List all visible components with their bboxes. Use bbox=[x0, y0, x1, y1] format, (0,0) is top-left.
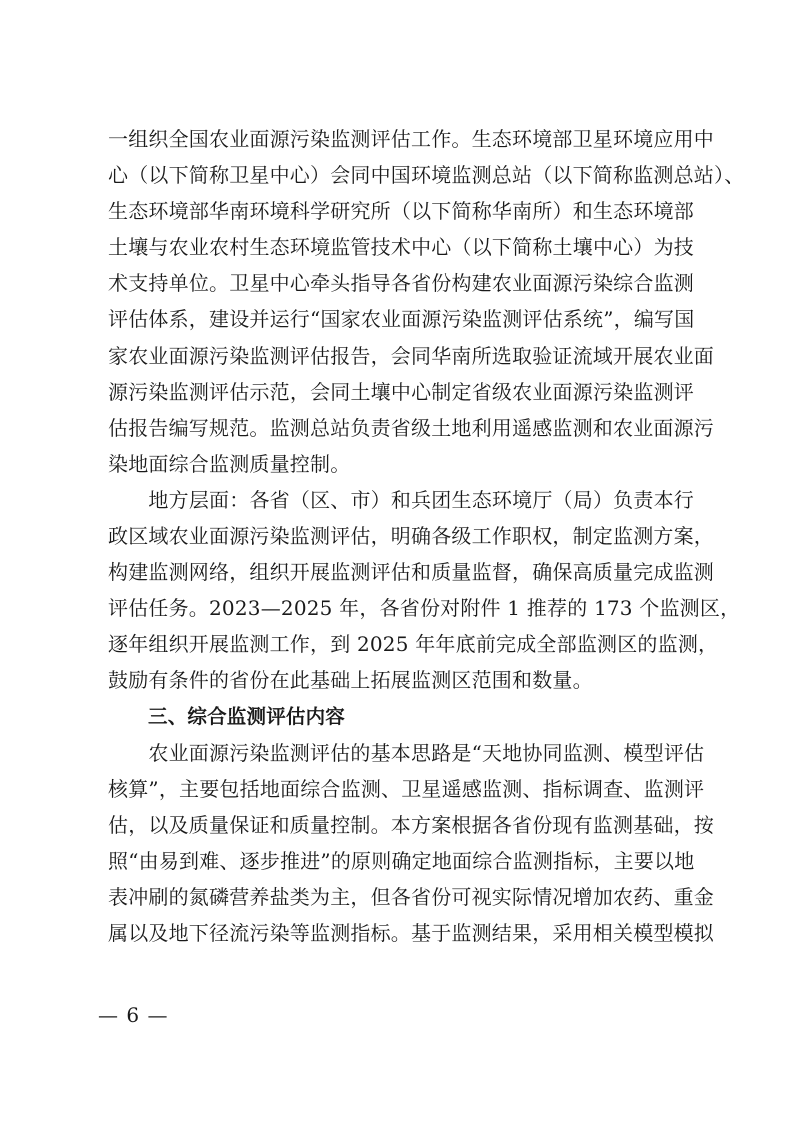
body-line: 地方层面：各省（区、市）和兵团生态环境厅（局）负责本行 bbox=[108, 487, 694, 512]
body-line: 一组织全国农业面源污染监测评估工作。生态环境部卫星环境应用中 bbox=[108, 127, 714, 151]
body-line: 术支持单位。卫星中心牵头指导各省份构建农业面源污染综合监测 bbox=[108, 271, 694, 296]
body-line: 评估任务。2023—2025 年，各省份对附件 1 推荐的 173 个监测区， bbox=[108, 596, 741, 621]
body-line: 政区域农业面源污染监测评估，明确各级工作职权，制定监测方案， bbox=[108, 524, 714, 549]
section-heading: 三、综合监测评估内容 bbox=[148, 704, 346, 728]
body-line: 心（以下简称卫星中心）会同中国环境监测总站（以下简称监测总站）、 bbox=[108, 163, 745, 188]
body-line: 染地面综合监测质量控制。 bbox=[108, 451, 351, 476]
body-line: 照“由易到难、逐步推进”的原则确定地面综合监测指标，主要以地 bbox=[108, 848, 695, 873]
page-number: — 6 — bbox=[98, 1003, 169, 1027]
body-line: 评估体系，建设并运行“国家农业面源污染监测评估系统”，编写国 bbox=[108, 307, 695, 332]
body-line: 核算”，主要包括地面综合监测、卫星遥感监测、指标调查、监测评 bbox=[108, 776, 705, 801]
body-line: 农业面源污染监测评估的基本思路是“天地协同监测、模型评估 bbox=[108, 740, 705, 765]
body-line: 鼓励有条件的省份在此基础上拓展监测区范围和数量。 bbox=[108, 668, 593, 693]
body-line: 构建监测网络，组织开展监测评估和质量监督，确保高质量完成监测 bbox=[108, 560, 714, 585]
body-line: 估报告编写规范。监测总站负责省级土地利用遥感监测和农业面源污 bbox=[108, 415, 714, 440]
body-line: 属以及地下径流污染等监测指标。基于监测结果，采用相关模型模拟 bbox=[108, 921, 714, 946]
body-line: 估，以及质量保证和质量控制。本方案根据各省份现有监测基础，按 bbox=[108, 812, 714, 837]
body-line: 表冲刷的氮磷营养盐类为主，但各省份可视实际情况增加农药、重金 bbox=[108, 884, 714, 909]
body-line: 逐年组织开展监测工作，到 2025 年年底前完成全部监测区的监测， bbox=[108, 632, 719, 657]
body-line: 生态环境部华南环境科学研究所（以下简称华南所）和生态环境部 bbox=[108, 199, 694, 224]
body-line: 家农业面源污染监测评估报告，会同华南所选取验证流域开展农业面 bbox=[108, 343, 714, 368]
body-line: 源污染监测评估示范，会同土壤中心制定省级农业面源污染监测评 bbox=[108, 379, 694, 404]
body-line: 土壤与农业农村生态环境监管技术中心（以下简称土壤中心）为技 bbox=[108, 235, 694, 260]
document-body bbox=[108, 121, 745, 951]
